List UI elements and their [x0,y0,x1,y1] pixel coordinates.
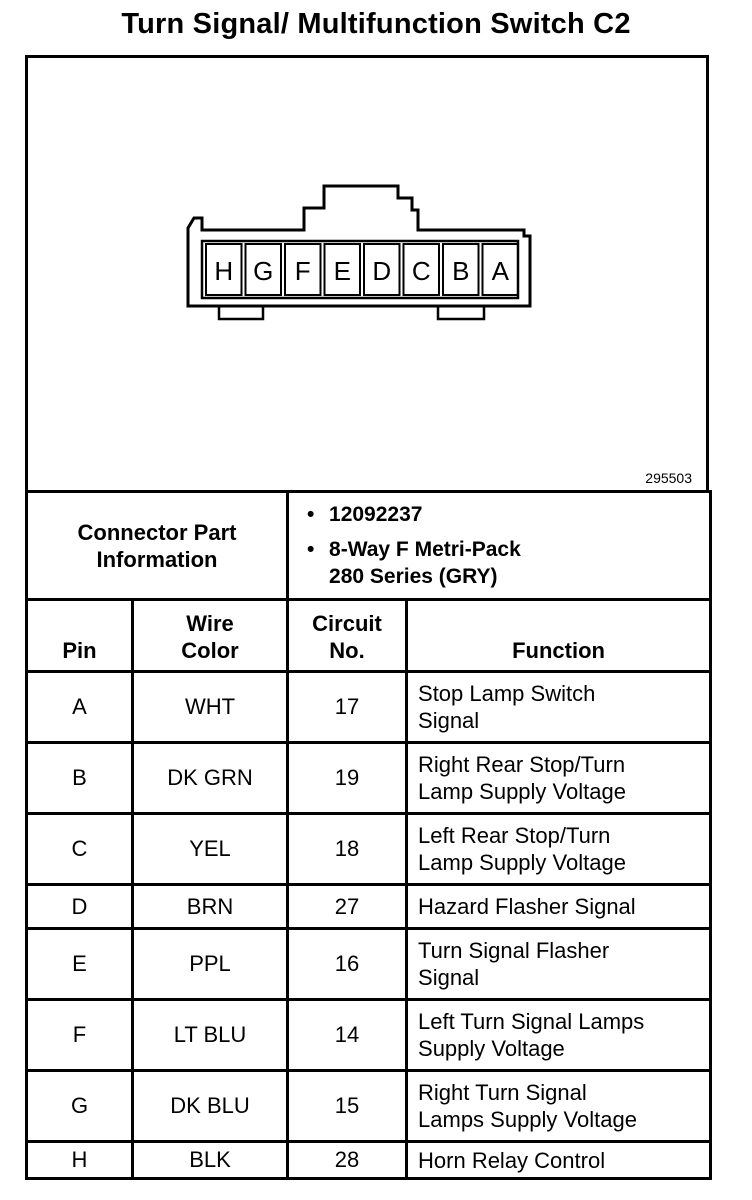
function-line: Left Rear Stop/Turn [418,823,611,848]
pin-cell: G [27,1071,133,1142]
pin-cell: E [27,929,133,1000]
circuit-cell: 14 [288,1000,407,1071]
wire-color-cell: DK GRN [133,743,288,814]
table-row [27,814,711,885]
connector-part-number: • 12092237 [329,501,709,528]
cavity-label-a: A [491,256,509,286]
table-row [27,929,711,1000]
header-function: Function [407,600,711,672]
header-wire-color: Wire Color [133,600,288,672]
function-cell [407,1071,711,1142]
connector-info-row [27,492,711,600]
function-line: Signal [418,965,480,990]
pin-cell: H [27,1142,133,1179]
circuit-cell: 19 [288,743,407,814]
wire-color-cell: BLK [133,1142,288,1179]
table-row [27,885,711,929]
connector-face-drawing [28,58,712,496]
cavity-label-g: G [253,256,274,286]
table-row [27,1071,711,1142]
function-cell [407,929,711,1000]
table-row [27,1142,711,1179]
cavity-label-c: C [411,256,431,286]
table-row [27,743,711,814]
function-line: Hazard Flasher Signal [418,894,636,919]
function-line: Supply Voltage [418,1036,565,1061]
cavity-label-d: D [372,256,392,286]
page-title: Turn Signal/ Multifunction Switch C2 [121,8,631,40]
function-line: Horn Relay Control [418,1147,606,1173]
circuit-cell: 17 [288,672,407,743]
function-cell [407,1142,711,1179]
wire-color-cell: PPL [133,929,288,1000]
function-line: Lamp Supply Voltage [418,850,626,875]
cavity-group [206,244,518,295]
header-row [27,600,711,672]
function-line: Right Rear Stop/Turn [418,752,626,777]
circuit-cell: 15 [288,1071,407,1142]
wire-color-cell: YEL [133,814,288,885]
function-line: Signal [418,708,480,733]
header-circuit-no: Circuit No. [288,600,407,672]
connector-description: • 8-Way F Metri-Pack 280 Series (GRY) [329,536,709,590]
function-cell [407,743,711,814]
cavity-label-b: B [452,256,470,286]
function-line: Stop Lamp Switch [418,681,596,706]
wire-color-cell: DK BLU [133,1071,288,1142]
connector-info-label: Connector Part Information [27,492,288,600]
pin-cell: F [27,1000,133,1071]
table-row [27,1000,711,1071]
connector-table [25,490,712,1180]
function-cell [407,885,711,929]
circuit-cell: 16 [288,929,407,1000]
table-row [27,672,711,743]
circuit-cell: 28 [288,1142,407,1179]
function-line: Turn Signal Flasher [418,938,610,963]
cavity-label-f: F [294,256,311,286]
function-line: Right Turn Signal [418,1080,587,1105]
connector-diagram-panel [25,55,709,493]
pin-cell: C [27,814,133,885]
cavity-label-h: H [214,256,234,286]
function-line: Lamp Supply Voltage [418,779,626,804]
function-cell [407,814,711,885]
header-pin: Pin [27,600,133,672]
circuit-cell: 27 [288,885,407,929]
wire-color-cell: WHT [133,672,288,743]
wire-color-cell: BRN [133,885,288,929]
circuit-cell: 18 [288,814,407,885]
cavity-label-e: E [333,256,351,286]
function-line: Left Turn Signal Lamps [418,1009,645,1034]
pin-cell: B [27,743,133,814]
connector-info-details [288,492,711,600]
function-cell [407,1000,711,1071]
function-line: Lamps Supply Voltage [418,1107,637,1132]
pin-cell: A [27,672,133,743]
diagram-part-code: 295503 [645,470,692,486]
pin-cell: D [27,885,133,929]
wire-color-cell: LT BLU [133,1000,288,1071]
function-cell [407,672,711,743]
